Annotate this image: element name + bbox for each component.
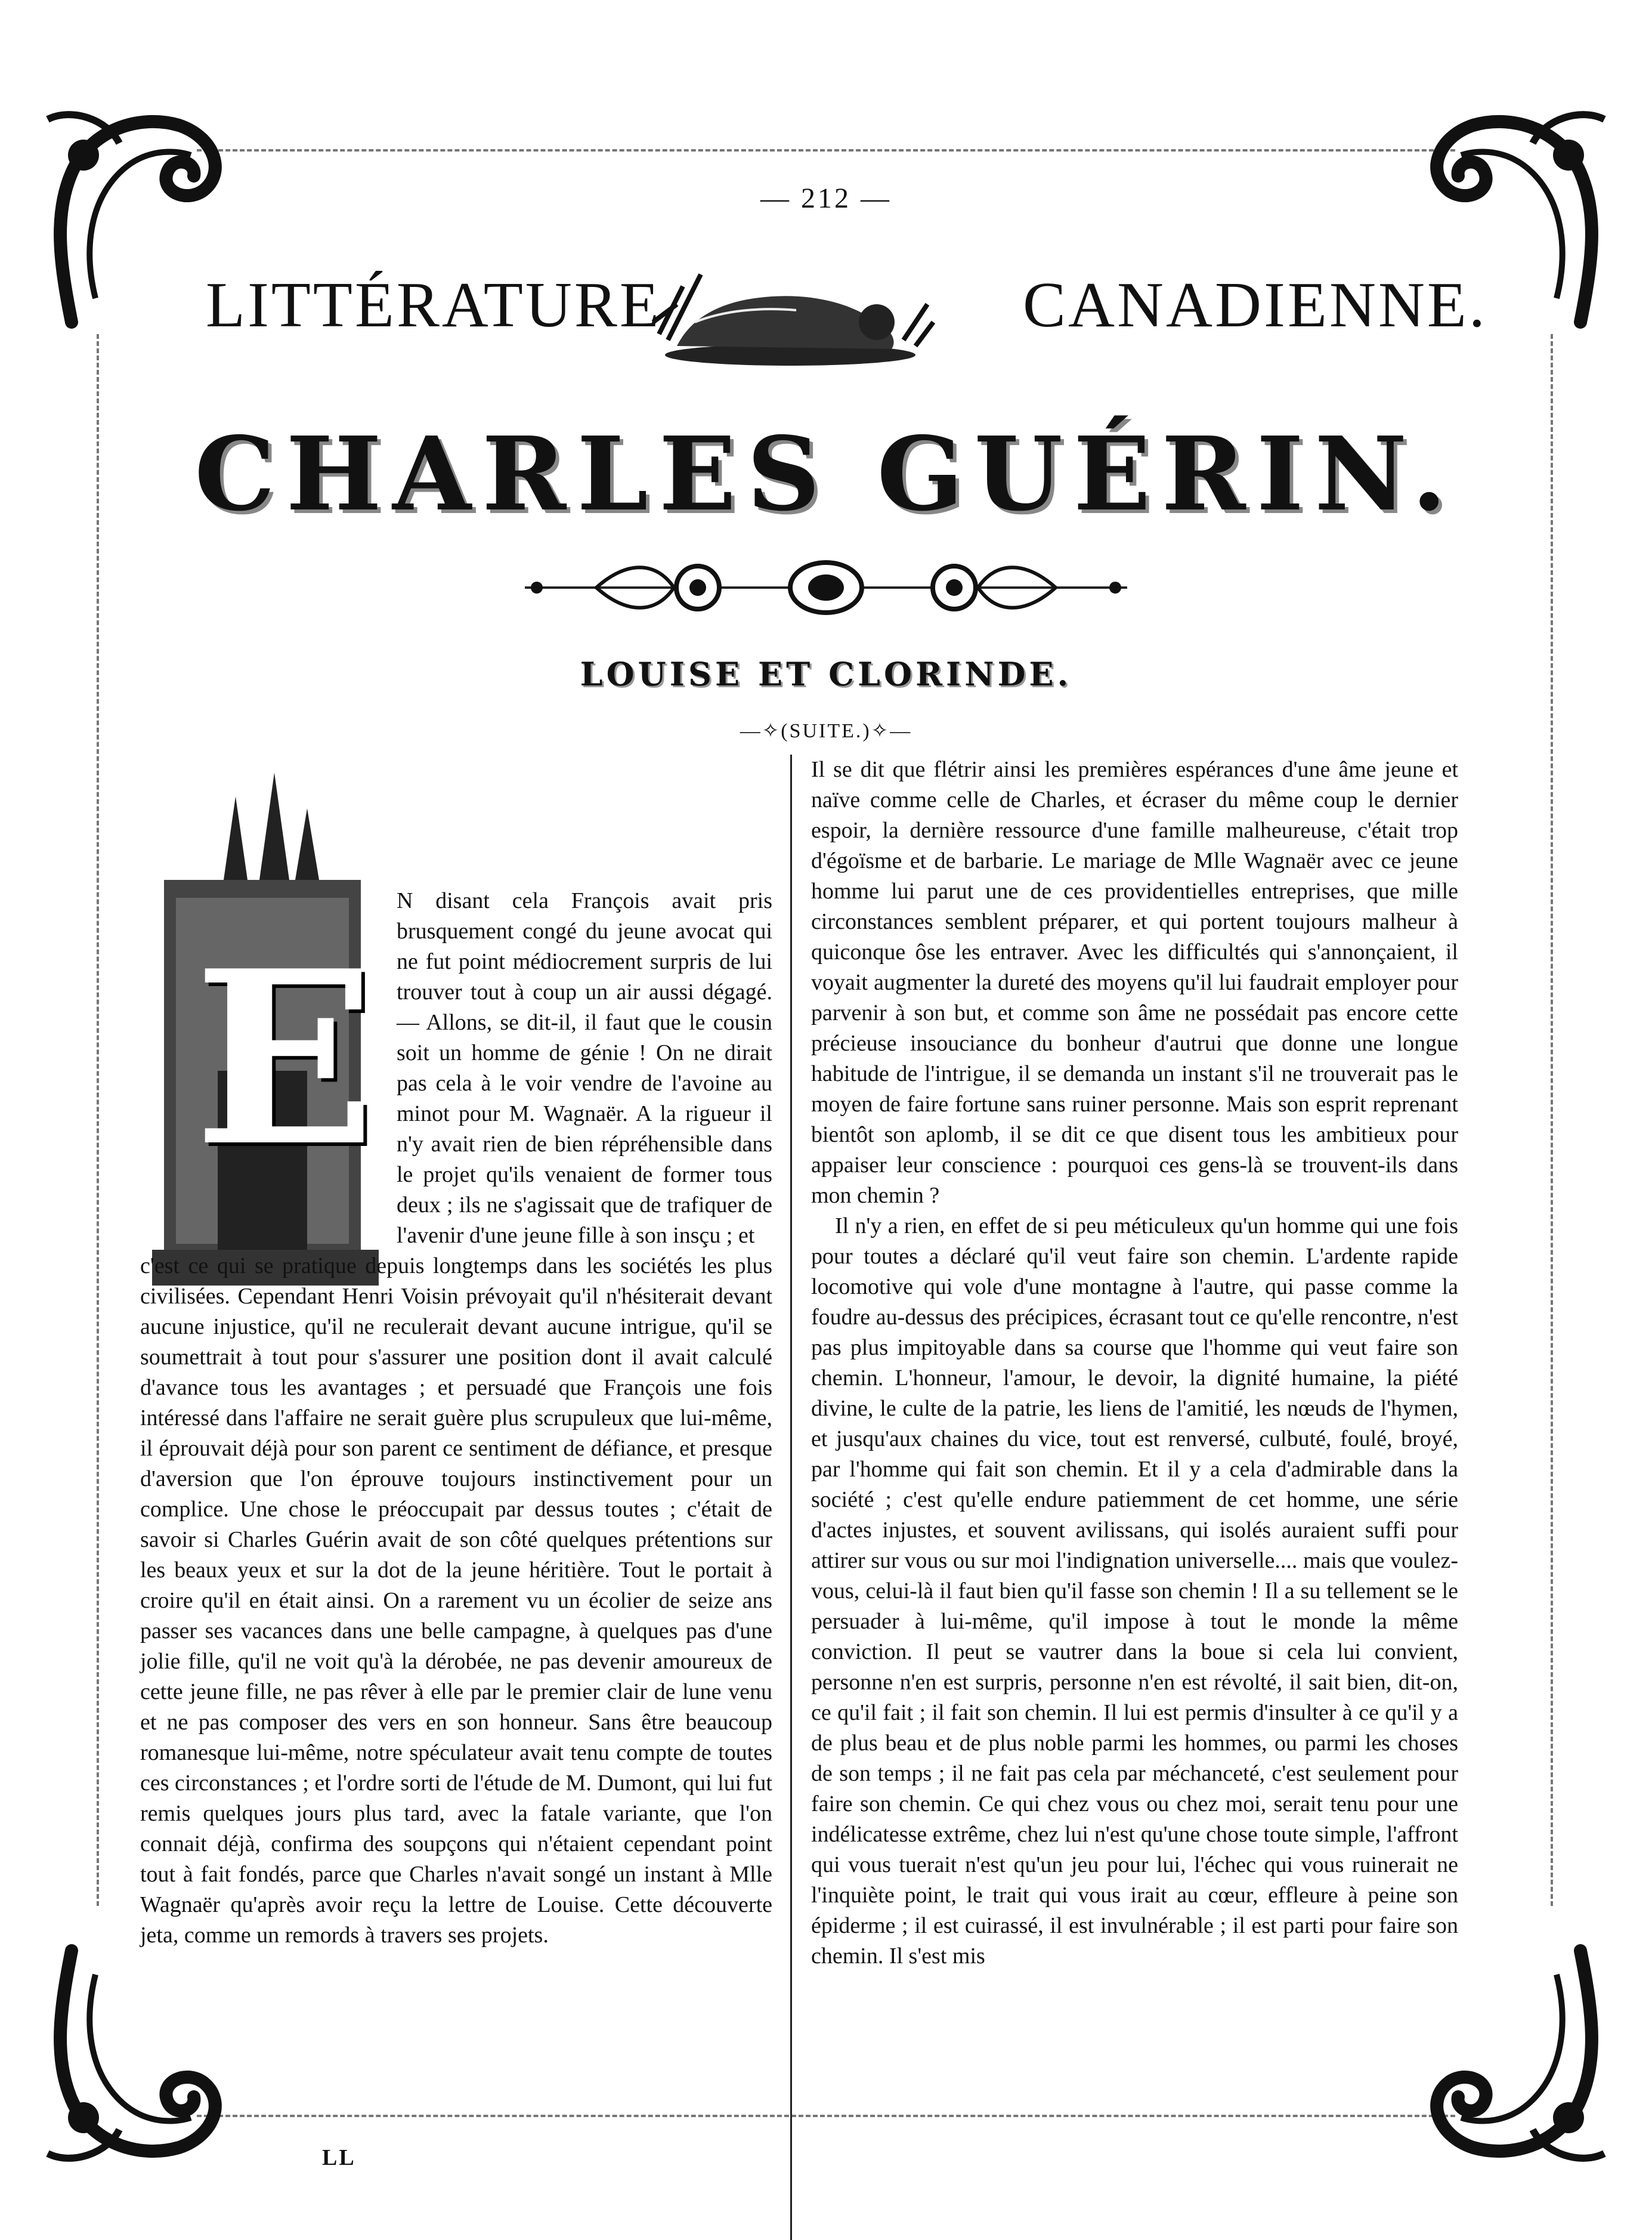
frame-bottom-line <box>197 2115 1455 2117</box>
main-title: CHARLES GUÉRIN. <box>194 415 1458 534</box>
drop-cap-letter: E <box>194 919 376 1199</box>
chapter-subtitle: LOUISE ET CLORINDE. <box>580 655 1072 693</box>
right-column-paragraph-2: Il n'y a rien, en effet de si peu méticuleux qu'un homme qui une fois pour toutes a déclaré qu'il veut faire son chemin. L'ardente rapide locomotive qui vole d'une montagne à l'autre, qui passe comme la foudre au-dessus des précipices, écrasant tout ce qu'elle rencontre, n'est pas plus impitoyable dans sa course que l'homme qui veut faire son chemin. L'honneur, l'amour, le devoir, la dignité humaine, la piété divine, le culte de la patrie, les liens de l'amitié, les nœuds de l'hymen, et jusqu'aux chaines du vice, tout est renversé, culbuté, foulé, broyé, par l'homme qui fait son chemin. Et il y a cela d'admirable dans la société ; c'est qu'elle endure patiemment de cet homme, une série d'actes injustes, et souvent avilissans, qui isolés auraient suffi pour attirer sur vous ou sur moi l'indignation universelle.... mais que voulez-vous, celui-là il faut bien qu'il fasse son chemin ! Il a su tellement se le persuader à lui-même, qu'il impose à tout le monde la même conviction. Il peut se vautrer dans la boue si cela lui convient, personne n'en est surpris, personne n'en est révolté, il sait bien, dit-on, ce qu'il fait ; il fait son chemin. Il lui est permis d'insulter à ce qu'il y a de plus beau et de plus noble parmi les hommes, ou parmi les choses de son temps ; il ne fait pas cela par méchanceté, c'est seulement pour faire son chemin. Ce qui chez vous ou chez moi, serait tenu pour une indélicatesse extrême, chez lui n'est qu'une chose toute simple, l'affront qui vous tuerait n'est qu'un jeu pour lui, l'échec qui vous ruinerait ne l'inquiète point, le trait qui vous irait au cœur, effleure à peine son épiderme ; il est cuirassé, il est invulnérable ; il est parti pour faire son chemin. Il s'est mis <box>811 1213 1458 1969</box>
left-column <box>140 886 772 1951</box>
column-divider <box>790 755 792 2240</box>
left-column-text-beside-cap: N disant cela François avait pris brusquement congé du jeune avocat qui ne fut point médiocrement surpris de lui trouver tout à coup un air aussi dégagé. — Allons, se dit-il, il faut que le cousin soit un homme de génie ! On ne dirait pas cela à le voir vendre de l'avoine au minot pour M. Wagnaër. A la rigueur il n'y avait rien de bien répréhensible dans le projet qu'ils venaient de former tous deux ; ils ne s'agissait que de trafiquer de l'avenir d'une jeune fille à son insçu ; et <box>397 888 772 1248</box>
frame-right-line <box>1551 334 1553 1906</box>
header-word-right: CANADIENNE. <box>1023 270 1487 341</box>
right-column <box>811 755 1458 1972</box>
page-number: — 212 — <box>760 183 892 214</box>
frame-left-line <box>97 334 99 1906</box>
left-column-text-below-cap: c'est ce qui se pratique depuis longtemps dans les sociétés les plus civilisées. Cependant Henri Voisin prévoyait qu'il n'hésiterait devant aucune injustice, qu'il ne reculerait devant aucune intrigue, qu'il se soumettrait à tout pour s'assurer une position dont il avait calculé d'avance tous les avantages ; et persuadé que François une fois intéressé dans l'affaire ne serait guère plus scrupuleux que lui-même, il éprouvait déjà pour son parent ce sentiment de défiance, et presque d'aversion que l'on éprouve toujours instinctivement pour un complice. Une chose le préoccupait par dessus toutes ; c'était de savoir si Charles Guérin avait de son côté quelques prétentions sur les beaux yeux et sur la dot de la jeune héritière. Tout le portait à croire qu'il en était ainsi. On a rarement vu un écolier de seize ans passer ses vacances dans une belle campagne, à quelques pas d'une jolie fille, qu'il ne voit qu'à la dérobée, ne pas devenir amoureux de cette jeune fille, ne pas rêver à elle par le premier clair de lune venu et ne pas composer des vers en son honneur. Sans être beaucoup romanesque lui-même, notre spéculateur avait tenu compte de toutes ces circonstances ; et l'ordre sorti de l'étude de M. Dumont, qui lui fut remis quelques jours plus tard, avec la fatale variante, que l'on connait déjà, confirma des soupçons qui n'étaient cependant point tout à fait fondés, parce que Charles n'avait songé un instant à Mlle Wagnaër qu'après avoir reçu la lettre de Louise. Cette découverte jeta, comme un remords à travers ses projets. <box>140 1253 772 1948</box>
signature-mark: LL <box>322 2145 356 2170</box>
corner-ornament-bottom-left <box>36 1939 239 2189</box>
frame-top-line <box>197 149 1455 152</box>
right-column-paragraph-1: Il se dit que flétrir ainsi les premières espérances d'une âme jeune et naïve comme celle de Charles, et écraser du même coup le dernier espoir, la dernière ressource d'une famille malheureuse, c'était trop d'égoïsme et de barbarie. Le mariage de Mlle Wagnaër avec ce jeune homme lui parut une de ces providentielles entreprises, que mille circonstances semblent préparer, et qui portent toujours malheur à quiconque ôse les entraver. Avec les difficultés qui s'annonçaient, il voyait augmenter la dureté des moyens qu'il lui faudrait employer pour parvenir à son but, et comme son âme ne possédait pas encore cette précieuse insouciance du bonheur d'autrui que donne une longue habitude de l'intrigue, il se demanda un instant s'il ne trouverait pas le moyen de faire fortune sans ruiner personne. Mais son esprit reprenant bientôt son aplomb, il se dit ce que disent tous les ambitieux pour appaiser leur conscience : pourquoi ces gens-là se trouvent-ils dans mon chemin ? <box>811 757 1458 1208</box>
suite-label: —✧(SUITE.)✧— <box>740 720 912 742</box>
corner-ornament-bottom-right <box>1413 1939 1616 2189</box>
decorative-divider-icon <box>525 555 1127 620</box>
header-word-left: LITTÉRATURE <box>206 270 661 341</box>
beaver-vignette-icon <box>641 251 939 370</box>
